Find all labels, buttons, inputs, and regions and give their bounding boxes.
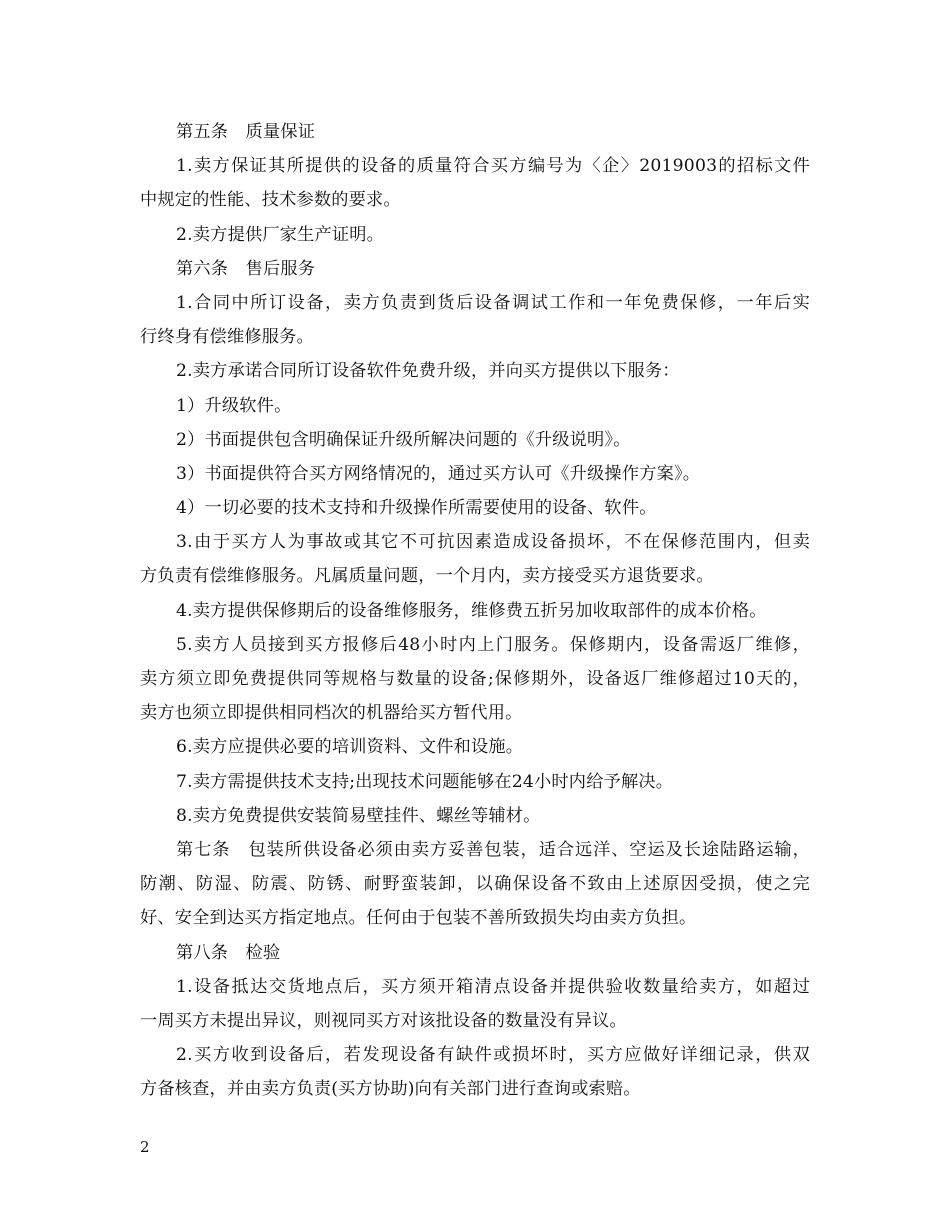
page-number: 2 <box>140 1138 150 1156</box>
contract-body <box>140 115 810 1106</box>
article-6-clause-8: 8.卖方免费提供安装简易壁挂件、螺丝等辅材。 <box>176 805 541 826</box>
service-item-3: 3）书面提供符合买方网络情况的，通过买方认可《升级操作方案》。 <box>176 463 701 484</box>
article-8-clause-2-line-2: 方备核查，并由卖方负责(买方协助)向有关部门进行查询或索赔。 <box>140 1079 641 1100</box>
article-5-clause-2: 2.卖方提供厂家生产证明。 <box>176 224 385 245</box>
article-7-line-3: 好、安全到达买方指定地点。任何由于包装不善所致损失均由卖方负担。 <box>140 908 697 929</box>
article-6-clause-5-line-1: 5.卖方人员接到买方报修后48小时内上门服务。保修期内，设备需返厂维修， <box>176 634 810 655</box>
service-item-1: 1）升级软件。 <box>176 395 292 416</box>
article-7-line-1: 第七条 包装所供设备必须由卖方妥善包装，适合远洋、空运及长途陆路运输， <box>176 839 810 860</box>
article-6-clause-2: 2.卖方承诺合同所订设备软件免费升级，并向买方提供以下服务： <box>176 361 680 382</box>
article-6-clause-1-line-1: 1.合同中所订设备，卖方负责到货后设备调试工作和一年免费保修，一年后实 <box>176 292 810 313</box>
article-8-clause-1-line-1: 1.设备抵达交货地点后，买方须开箱清点设备并提供验收数量给卖方，如超过 <box>176 976 810 997</box>
article-6-clause-5-line-3: 卖方也须立即提供相同档次的机器给买方暂代用。 <box>140 703 523 724</box>
article-6-clause-7: 7.卖方需提供技术支持;出现技术问题能够在24小时内给予解决。 <box>176 771 674 792</box>
service-item-4: 4）一切必要的技术支持和升级操作所需要使用的设备、软件。 <box>176 498 657 519</box>
article-6-clause-5-line-2: 卖方须立即免费提供同等规格与数量的设备;保修期外，设备返厂维修超过10天的， <box>140 669 810 689</box>
article-8-clause-2-line-1: 2.买方收到设备后，若发现设备有缺件或损坏时，买方应做好详细记录，供双 <box>176 1045 810 1066</box>
article-5-clause-1-line-2: 中规定的性能、技术参数的要求。 <box>140 190 401 211</box>
article-6-clause-4: 4.卖方提供保修期后的设备维修服务，维修费五折另加收取部件的成本价格。 <box>176 600 767 621</box>
article-6-clause-3-line-1: 3.由于买方人为事故或其它不可抗因素造成设备损坏，不在保修范围内，但卖 <box>176 532 810 553</box>
article-8-heading: 第八条 检验 <box>176 942 281 963</box>
article-8-clause-1-line-2: 一周买方未提出异议，则视同买方对该批设备的数量没有异议。 <box>140 1010 627 1031</box>
article-5-heading: 第五条 质量保证 <box>176 122 316 142</box>
article-7-line-2: 防潮、防湿、防震、防锈、耐野蛮装卸，以确保设备不致由上述原因受损，使之完 <box>140 874 810 895</box>
article-6-clause-3-line-2: 方负责有偿维修服务。凡属质量问题，一个月内，卖方接受买方退货要求。 <box>140 566 714 587</box>
service-item-2: 2）书面提供包含明确保证升级所解决问题的《升级说明》。 <box>176 429 631 450</box>
article-5-clause-1-line-1: 1.卖方保证其所提供的设备的质量符合买方编号为〈企〉2019003的招标文件 <box>176 156 810 177</box>
article-6-heading: 第六条 售后服务 <box>176 258 316 279</box>
article-6-clause-1-line-2: 行终身有偿维修服务。 <box>140 327 314 348</box>
article-6-clause-6: 6.卖方应提供必要的培训资料、文件和设施。 <box>176 737 524 758</box>
